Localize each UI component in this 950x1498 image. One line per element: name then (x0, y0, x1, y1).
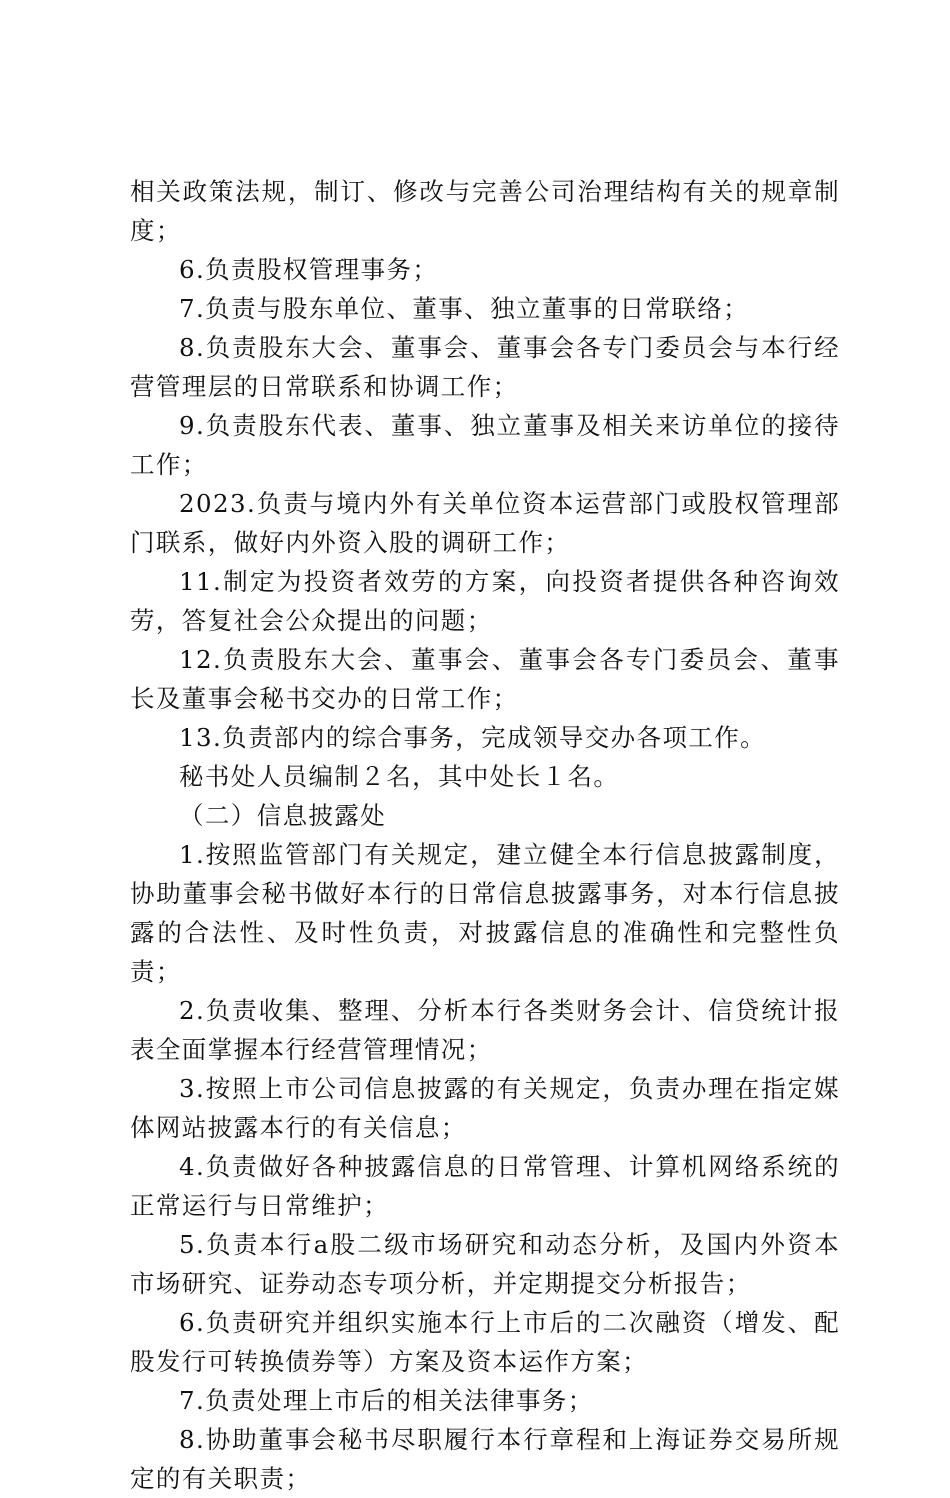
paragraph: 1.按照监管部门有关规定，建立健全本行信息披露制度，协助董事会秘书做好本行的日常信息披露事务，对本行信息披露的合法性、及时性负责，对披露信息的准确性和完整性负责； (130, 840, 840, 986)
paragraph: 2023.负责与境内外有关单位资本运营部门或股权管理部门联系，做好内外资入股的调研工作； (130, 489, 840, 557)
paragraph: 2.负责收集、整理、分析本行各类财务会计、信贷统计报表全面掌握本行经营管理情况； (130, 996, 840, 1064)
paragraph: 7.负责处理上市后的相关法律事务； (179, 1386, 594, 1415)
paragraph: 3.按照上市公司信息披露的有关规定，负责办理在指定媒体网站披露本行的有关信息； (130, 1074, 840, 1142)
paragraph: 11.制定为投资者效劳的方案，向投资者提供各种咨询效劳，答复社会公众提出的问题； (130, 567, 840, 635)
paragraph: 7.负责与股东单位、董事、独立董事的日常联络； (179, 294, 750, 323)
paragraph: 相关政策法规，制订、修改与完善公司治理结构有关的规章制度； (130, 177, 840, 245)
paragraph: 13.负责部内的综合事务，完成领导交办各项工作。 (179, 723, 767, 752)
document-body (130, 172, 840, 1498)
paragraph: 6.负责股权管理事务； (179, 255, 439, 284)
paragraph: 9.负责股东代表、董事、独立董事及相关来访单位的接待工作； (130, 411, 840, 479)
paragraph: 4.负责做好各种披露信息的日常管理、计算机网络系统的正常运行与日常维护； (130, 1152, 840, 1220)
paragraph: 12.负责股东大会、董事会、董事会各专门委员会、董事长及董事会秘书交办的日常工作； (130, 645, 840, 713)
paragraph: 8.协助董事会秘书尽职履行本行章程和上海证券交易所规定的有关职责； (130, 1425, 840, 1493)
paragraph: 6.负责研究并组织实施本行上市后的二次融资（增发、配股发行可转换债券等）方案及资本运作方案； (130, 1308, 840, 1376)
paragraph: 5.负责本行a股二级市场研究和动态分析，及国内外资本市场研究、证券动态专项分析，并定期提交分析报告； (130, 1230, 840, 1298)
section-heading: （二）信息披露处 (179, 801, 387, 830)
paragraph: 8.负责股东大会、董事会、董事会各专门委员会与本行经营管理层的日常联系和协调工作； (130, 333, 840, 401)
paragraph: 秘书处人员编制２名，其中处长１名。 (179, 762, 620, 791)
